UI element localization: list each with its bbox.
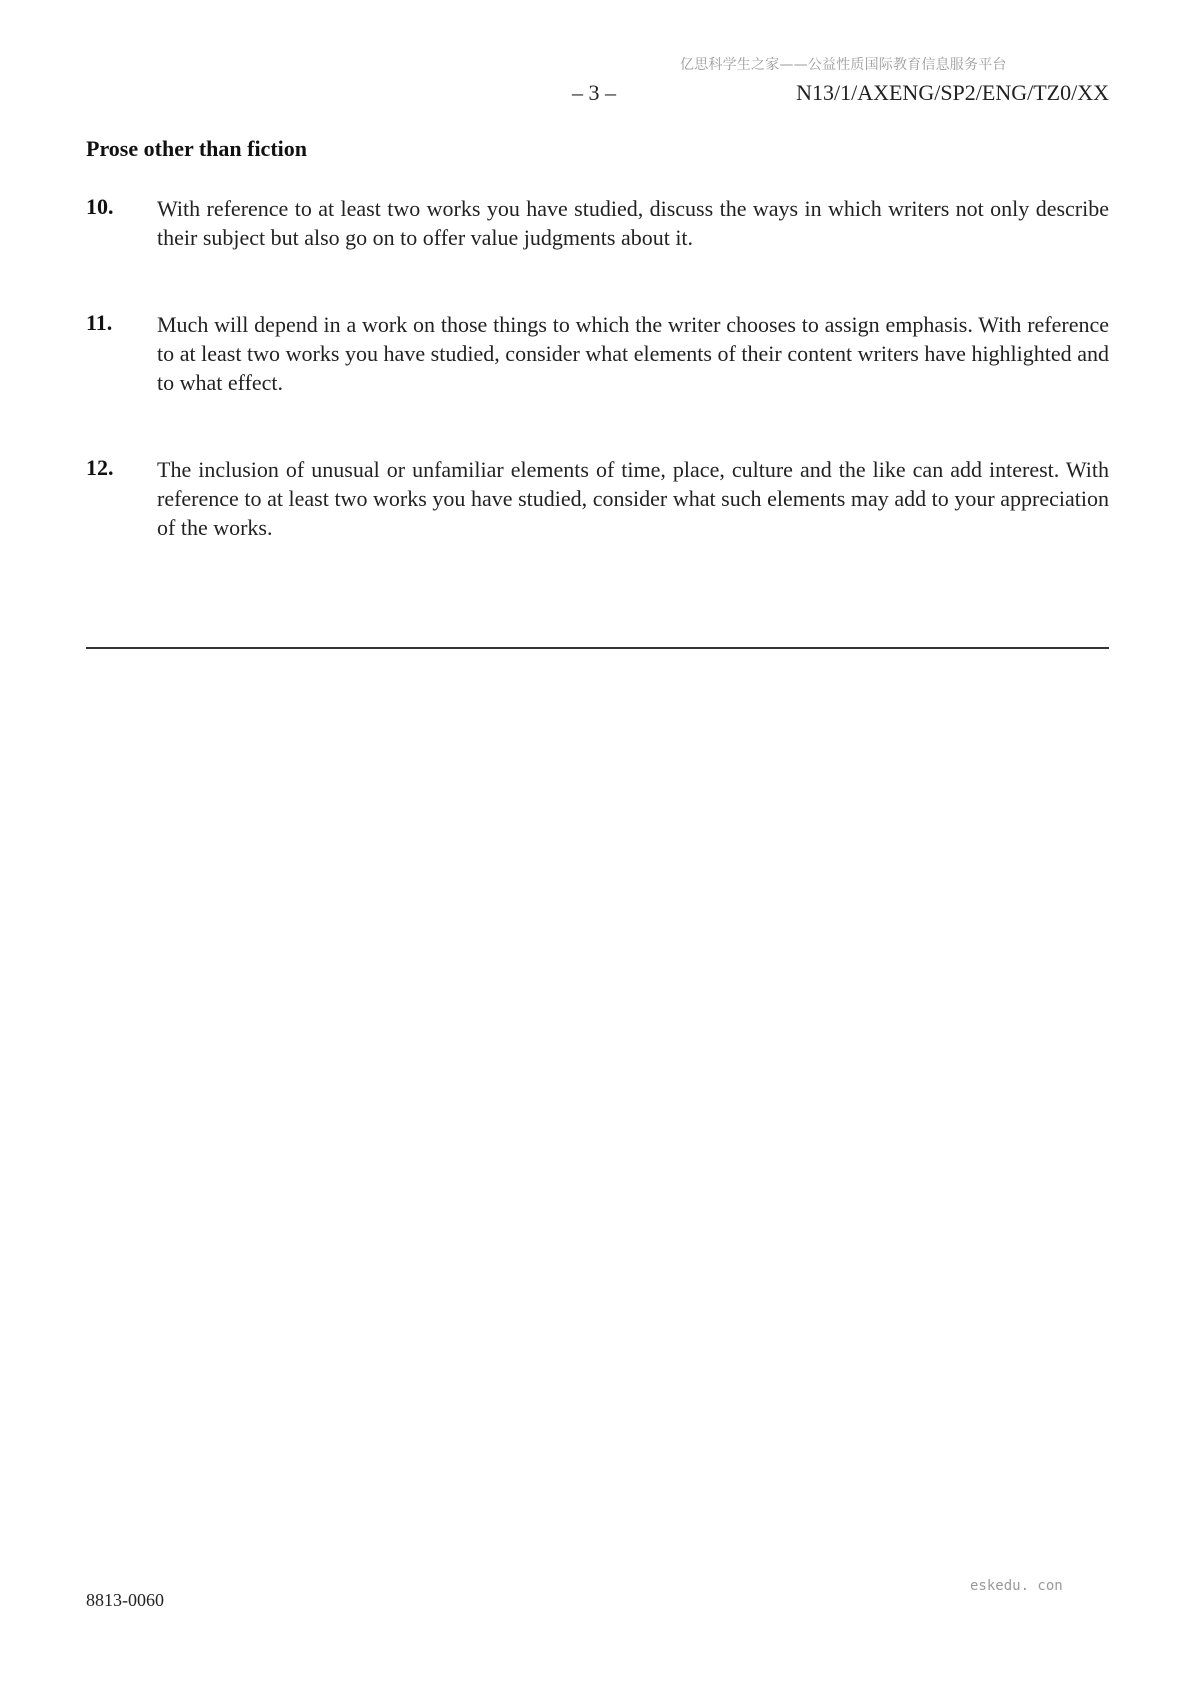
section-heading: Prose other than fiction: [86, 136, 307, 161]
question-text: The inclusion of unusual or unfamiliar elements of time, place, culture and the like can add interest. With reference to at least two works you have studied, consider what such elements may add to your appreciation of the works.: [157, 457, 1109, 540]
paper-code: 8813-0060: [86, 1590, 164, 1610]
header-watermark: 亿思科学生之家——公益性质国际教育信息服务平台: [680, 57, 1007, 73]
question-text: With reference to at least two works you have studied, discuss the ways in which writers not only describe their subject but also go on to offer value judgments about it.: [157, 196, 1109, 250]
page-number: – 3 –: [572, 80, 616, 105]
document-code: N13/1/AXENG/SP2/ENG/TZ0/XX: [796, 80, 1109, 105]
footer-watermark: eskedu. con: [970, 1578, 1063, 1594]
question-number: 11.: [86, 310, 113, 335]
question-text: Much will depend in a work on those things to which the writer chooses to assign emphasis. With reference to at least two works you have studied, consider what elements of their content writers have highlighted and to what effect.: [157, 312, 1109, 395]
question-number: 12.: [86, 455, 114, 480]
end-of-section-rule: [86, 647, 1109, 649]
question-number: 10.: [86, 194, 114, 219]
